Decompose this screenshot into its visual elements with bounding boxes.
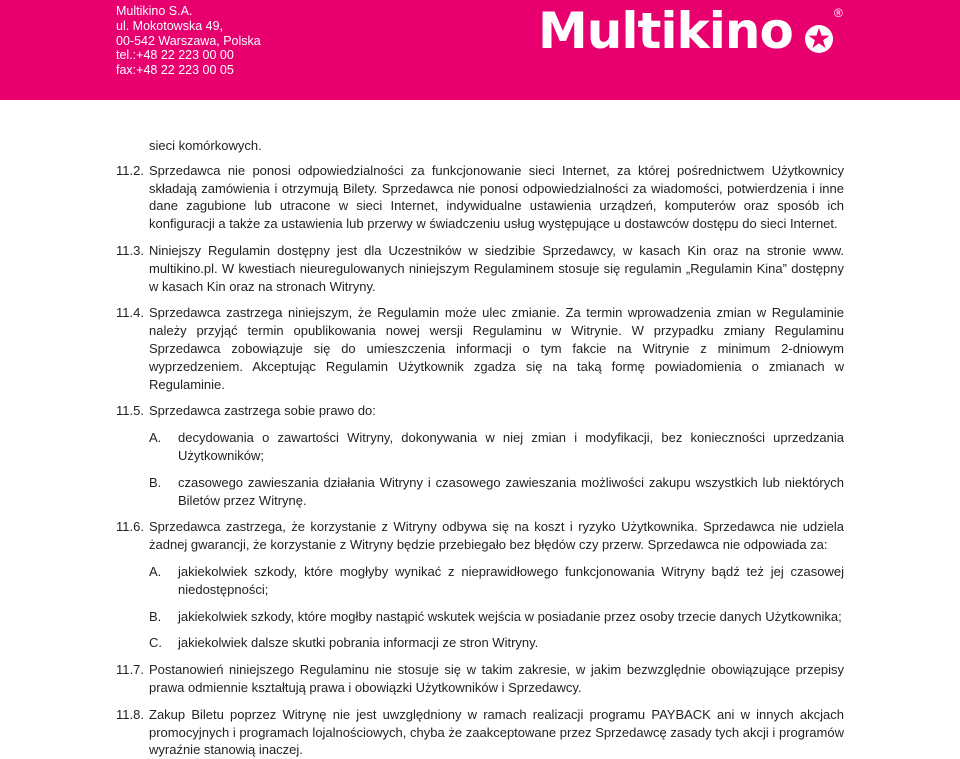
- section-text: Sprzedawca nie ponosi odpowiedzialności za funkcjonowanie sieci Internet, za której pośrednictwem Użytkownicy składają zamówienia i otrzymują Bilety. Sprzedawca nie ponosi odpowiedzialności za wiadomości, potwierdzenia i inne dane zagubione lub utracone w sieci Internet, indywidualne ustawienia urządzeń, komputerów oraz sposób ich konfiguracji a także za ustawienia lub przerwy w świadczeniu usług występujące u dostawców dostępu do sieci Internet.: [149, 162, 844, 232]
- company-city: 00-542 Warszawa, Polska: [116, 33, 261, 48]
- company-fax: fax:+48 22 223 00 05: [116, 63, 234, 78]
- section-number: 11.2.: [116, 162, 144, 178]
- section-text: Sprzedawca zastrzega sobie prawo do:: [149, 403, 376, 419]
- section-number: 11.7.: [116, 662, 144, 678]
- section-11-8: [116, 706, 844, 759]
- company-street: ul. Mokotowska 49,: [116, 18, 223, 33]
- regulations-document: [116, 137, 844, 759]
- list-item: [149, 474, 844, 510]
- section-text: Sprzedawca zastrzega niniejszym, że Regulamin może ulec zmianie. Za termin wprowadzenia zmian w Regulaminie należy przyjąć termin opublikowania nowej wersji Regulaminu w Witrynie. W przypadku zmiany Regulaminu Sprzedawca zobowiązuje się do umieszczenia informacji o tym fakcie na Witrynie z minimum 2-dniowym wyprzedzeniem. Akceptując Regulamin Użytkownik zgadza się na taką formę powiadomienia o zmianach w Regulaminie.: [149, 305, 844, 392]
- list-item: [149, 608, 844, 626]
- section-11-7: [116, 661, 844, 697]
- list-item: [149, 563, 844, 599]
- list-letter: A.: [149, 430, 162, 446]
- section-text: Sprzedawca zastrzega, że korzystanie z Witryny odbywa się na koszt i ryzyko Użytkownika. Sprzedawca nie udziela żadnej gwarancji, że korzystanie z Witryny będzie przebiegało bez błędów czy przerw. Sprzedawca nie odpowiada za:: [149, 519, 844, 553]
- section-number: 11.6.: [116, 519, 144, 535]
- header-banner: [0, 0, 960, 100]
- section-11-5: [116, 402, 844, 420]
- star-icon: [804, 24, 834, 54]
- section-text: Postanowień niniejszego Regulaminu nie stosuje się w takim zakresie, w jakim bezwzględnie obowiązujące przepisy prawa odmiennie kształtują prawa i obowiązki Użytkowników i Sprzedawcy.: [149, 662, 844, 695]
- list-letter: C.: [149, 635, 162, 651]
- list-text: jakiekolwiek dalsze skutki pobrania informacji ze stron Witryny.: [178, 635, 539, 651]
- list-text: decydowania o zawartości Witryny, dokonywania w niej zmian i modyfikacji, bez konieczności uprzedzania Użytkowników;: [178, 430, 844, 463]
- continuation-text: sieci komórkowych.: [149, 138, 262, 153]
- section-11-4: [116, 304, 844, 393]
- section-text: Zakup Biletu poprzez Witrynę nie jest uwzględniony w ramach realizacji programu PAYBACK ani w innych akcjach promocyjnych i programach lojalnościowych, chyba że zaakceptowane przez Sprzedawcę zasady tych akcji i programów wyraźnie stanowią inaczej.: [149, 706, 844, 758]
- company-name: Multikino S.A.: [116, 4, 193, 18]
- company-address: [116, 4, 261, 78]
- multikino-logo: Multikino: [538, 2, 793, 60]
- section-number: 11.8.: [116, 706, 144, 722]
- list-letter: B.: [149, 474, 162, 490]
- list-text: jakiekolwiek szkody, które mogłby nastąpić wskutek wejścia w posiadanie przez osoby trzecie danych Użytkownika;: [178, 608, 842, 624]
- list-letter: A.: [149, 563, 162, 579]
- section-number: 11.4.: [116, 305, 144, 321]
- list-item: [149, 634, 844, 652]
- section-11-6: [116, 518, 844, 554]
- company-phone: tel.:+48 22 223 00 00: [116, 48, 234, 63]
- list-item: [149, 429, 844, 465]
- section-number: 11.5.: [116, 403, 144, 419]
- list-text: jakiekolwiek szkody, które mogłyby wynikać z nieprawidłowego funkcjonowania Witryny bądź też jej czasowej niedostępności;: [178, 563, 844, 597]
- section-11-3: [116, 242, 844, 295]
- section-number: 11.3.: [116, 242, 144, 258]
- registered-mark: ®: [834, 6, 843, 20]
- section-11-2: [116, 162, 844, 233]
- section-text: Niniejszy Regulamin dostępny jest dla Uczestników w siedzibie Sprzedawcy, w kasach Kin oraz na stronie www. multikino.pl. W kwestiach nieuregulowanych niniejszym Regulaminem stosuje się regulamin „Regulamin Kina” dostępny w kasach Kin oraz na stronach Witryny.: [149, 242, 844, 294]
- list-text: czasowego zawieszania działania Witryny i czasowego zawieszania możliwości zakupu wszystkich lub niektórych Biletów przez Witrynę.: [178, 474, 844, 508]
- list-letter: B.: [149, 608, 162, 624]
